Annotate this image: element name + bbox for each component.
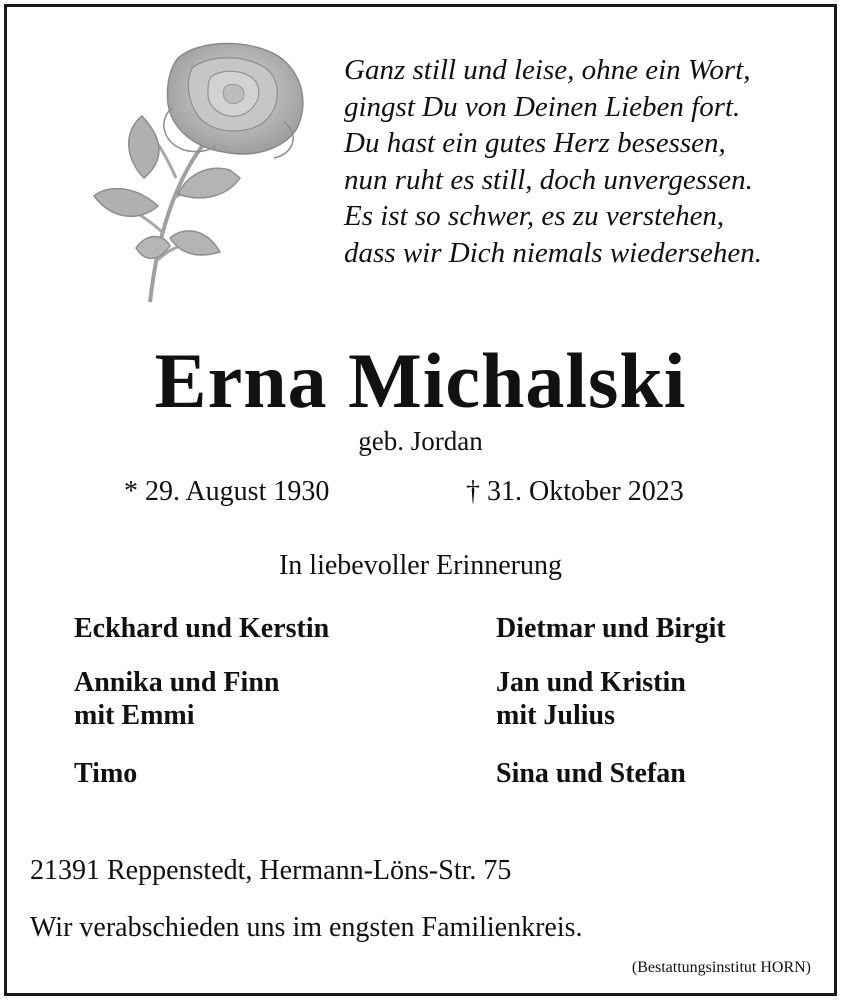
farewell-note: Wir verabschieden uns im engsten Familienkreis. xyxy=(30,912,583,943)
memorial-poem xyxy=(344,52,762,271)
poem-line: dass wir Dich niemals wiedersehen. xyxy=(344,236,763,269)
mourner-group xyxy=(496,666,686,732)
birth-name: geb. Jordan xyxy=(358,426,483,456)
mourner-line: Jan und Kristin xyxy=(496,667,686,698)
poem-line: Ganz still und leise, ohne ein Wort, xyxy=(344,54,751,86)
mourner-group xyxy=(74,666,279,732)
undertaker-credit: (Bestattungsinstitut HORN) xyxy=(631,959,811,976)
poem-line: Du hast ein gutes Herz besessen, xyxy=(344,127,726,159)
mourner-line: Sina und Stefan xyxy=(496,758,686,789)
remembrance-line: In liebevoller Erinnerung xyxy=(278,550,562,581)
poem-line: Es ist so schwer, es zu verstehen, xyxy=(344,200,725,232)
mourner-group xyxy=(74,757,137,790)
poem-line: gingst Du von Deinen Lieben fort. xyxy=(344,90,741,123)
rose-illustration xyxy=(88,38,318,308)
mourner-line: Dietmar und Birgit xyxy=(496,613,726,644)
death-date: † 31. Oktober 2023 xyxy=(466,476,684,507)
mourner-line: Eckhard und Kerstin xyxy=(74,613,330,644)
mourner-group xyxy=(496,757,686,790)
mourner-line: Timo xyxy=(74,758,138,789)
mourner-line: Annika und Finn xyxy=(74,667,280,698)
family-address: 21391 Reppenstedt, Hermann-Löns-Str. 75 xyxy=(30,855,512,886)
mourner-line: mit Emmi xyxy=(74,700,195,731)
mourner-group xyxy=(74,612,329,645)
birth-date: * 29. August 1930 xyxy=(124,476,330,507)
deceased-name: Erna Michalski xyxy=(154,337,687,424)
mourner-group xyxy=(496,612,726,645)
mourner-line: mit Julius xyxy=(496,700,616,731)
poem-line: nun ruht es still, doch unvergessen. xyxy=(344,163,753,196)
